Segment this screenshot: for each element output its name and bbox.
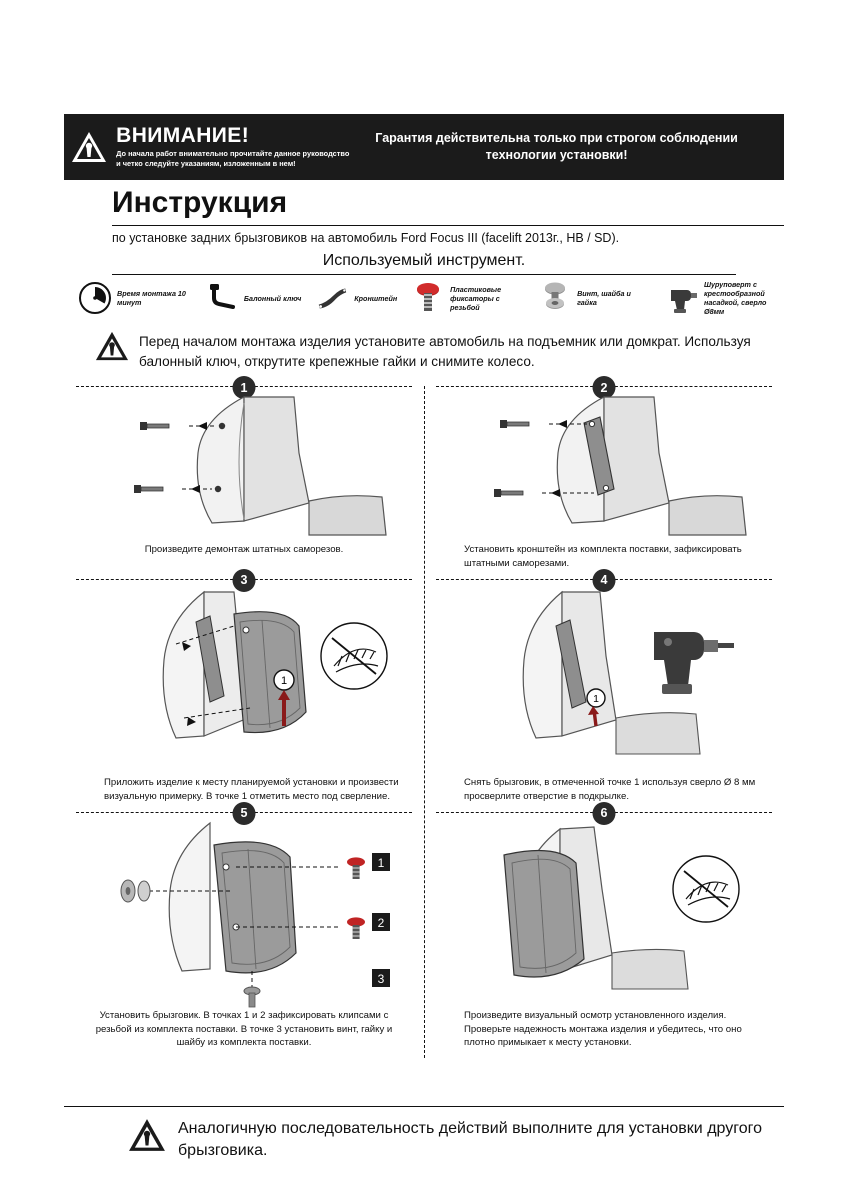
step-number-badge: 3 <box>233 569 256 592</box>
step-4-illustration <box>424 586 784 776</box>
step-3-illustration <box>64 586 424 776</box>
footer-note <box>128 1118 788 1163</box>
screwdriver-drill-icon <box>665 281 699 315</box>
svg-text:1: 1 <box>593 692 599 705</box>
clock-icon <box>78 281 112 315</box>
warning-triangle-icon <box>95 330 129 367</box>
tool-item-time <box>78 280 191 316</box>
guarantee-note: Гарантия действительна только при строгом соблюдении технологии установки! <box>375 131 738 162</box>
page-title: Инструкция <box>112 186 288 219</box>
step-1 <box>64 380 424 579</box>
svg-text:1: 1 <box>280 674 288 687</box>
tool-label: Кронштейн <box>354 293 398 303</box>
step-2-caption: Установить кронштейн из комплекта поставки, зафиксировать штатными саморезами. <box>464 544 742 569</box>
page-subtitle: по установке задних брызговиков на автомобиль Ford Focus III (facelift 2013г., HB / SD). <box>112 230 620 245</box>
tool-label: Время монтажа 10 минут <box>117 289 186 307</box>
step-6 <box>424 806 784 1059</box>
step-4 <box>424 573 784 812</box>
tools-heading: Используемый инструмент. <box>322 252 526 269</box>
title-block <box>64 186 784 245</box>
tool-item-plastic-clip <box>411 280 524 316</box>
footer-text: Аналогичную последовательность действий выполните для установки другого брызговика. <box>178 1120 763 1160</box>
screw-washer-nut-icon <box>538 281 572 315</box>
tool-label: Пластиковые фиксаторы с резьбой <box>450 284 502 312</box>
step-2 <box>424 380 784 579</box>
step-2-illustration <box>424 393 784 543</box>
tool-item-bracket <box>315 280 397 316</box>
step-number-badge: 1 <box>233 376 256 399</box>
step-divider <box>436 380 772 395</box>
bracket-icon <box>315 281 349 315</box>
step-divider <box>436 806 772 821</box>
step-3-caption: Приложить изделие к месту планируемой установки и произвести визуальную примерку. В точке 1 отметить место под сверление. <box>104 776 399 802</box>
intro-text: Перед началом монтажа изделия установите автомобиль на подъемник или домкрат. Используя балонный ключ, открутите крепежные гайки и снимите колесо. <box>139 334 751 369</box>
tool-label: Винт, шайба и гайка <box>577 289 631 307</box>
tool-item-lug-wrench <box>205 280 301 316</box>
title-divider <box>112 225 784 226</box>
step-1-caption: Произведите демонтаж штатных саморезов. <box>144 544 344 555</box>
step-1-illustration <box>64 393 424 543</box>
step-5-illustration <box>64 819 424 1009</box>
steps-row-2 <box>64 573 784 812</box>
footer-divider <box>64 1106 784 1107</box>
tool-label: Балонный ключ <box>243 293 302 303</box>
warning-subtitle: До начала работ внимательно прочитайте данное руководство и четко следуйте указаниям, изложенным в нем! <box>116 149 350 168</box>
warning-triangle-icon <box>64 131 114 163</box>
svg-text:3: 3 <box>377 971 385 986</box>
step-6-caption: Произведите визуальный осмотр установленного изделия. Проверьте надежность монтажа изделия и убедитесь, что оно плотно примыкает к месту установки. <box>464 1009 742 1049</box>
steps-row-1 <box>64 380 784 579</box>
tool-label: Шуруповерт с крестообразной насадкой, сверло Ø8мм <box>703 280 767 316</box>
svg-text:1: 1 <box>377 855 385 870</box>
step-6-illustration <box>424 819 784 1009</box>
step-4-caption: Снять брызговик, в отмеченной точке 1 используя сверло Ø 8 мм просверлите отверстие в подкрылке. <box>464 776 756 802</box>
step-number-badge: 4 <box>593 569 616 592</box>
step-5-caption: Установить брызговик. В точках 1 и 2 зафиксировать клипсами с резьбой из комплекта поставки. В точке 3 установить винт, гайку и шайбу из комплекта поставки. <box>95 1009 393 1049</box>
step-divider <box>76 806 412 821</box>
plastic-clip-icon <box>411 281 445 315</box>
tools-divider <box>112 274 736 275</box>
step-5 <box>64 806 424 1059</box>
step-divider <box>76 573 412 588</box>
lug-wrench-icon <box>205 281 239 315</box>
step-number-badge: 2 <box>593 376 616 399</box>
tool-item-screw-washer-nut <box>538 280 651 316</box>
step-divider <box>76 380 412 395</box>
warning-triangle-icon <box>128 1118 166 1157</box>
steps-grid <box>64 380 784 1058</box>
svg-text:2: 2 <box>377 915 385 930</box>
tools-list <box>78 280 778 316</box>
intro-note <box>95 330 755 371</box>
step-3 <box>64 573 424 812</box>
warning-text-group <box>114 125 351 169</box>
step-divider <box>436 573 772 588</box>
step-number-badge: 6 <box>593 802 616 825</box>
step-number-badge: 5 <box>233 802 256 825</box>
tool-item-screwdriver-drill <box>665 280 778 316</box>
steps-row-3 <box>64 806 784 1059</box>
warning-title: ВНИМАНИЕ! <box>116 124 250 148</box>
warning-banner <box>64 114 784 180</box>
